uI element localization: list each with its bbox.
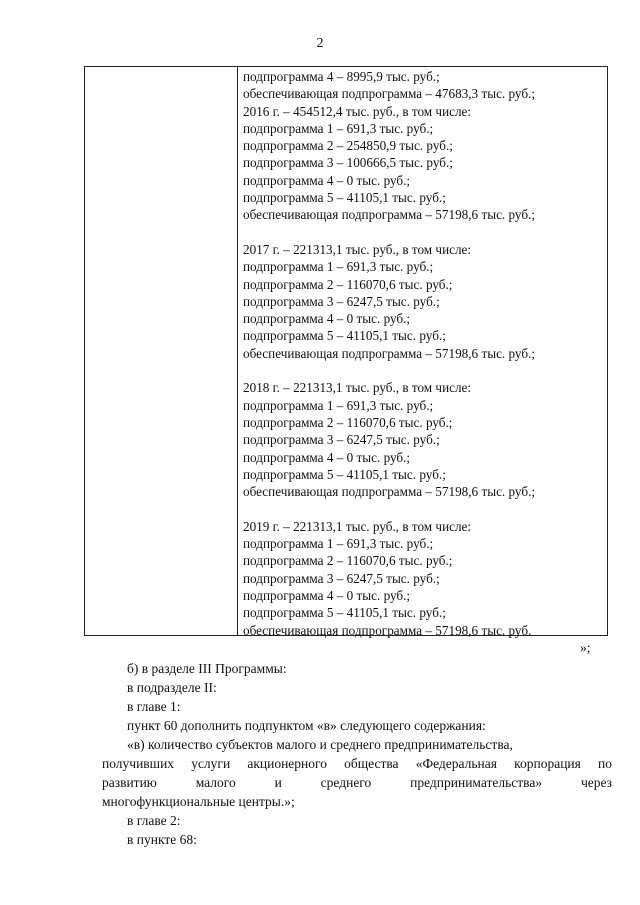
insert-subpoint-line-2: получивших услуги акционерного общества «Федеральная корпорация по: [102, 756, 612, 771]
table-line: подпрограмма 4 – 0 тыс. руб.;: [243, 172, 411, 188]
table-line: подпрограмма 3 – 6247,5 тыс. руб.;: [243, 293, 440, 309]
table-line: подпрограмма 1 – 691,3 тыс. руб.;: [243, 259, 434, 275]
table-line: подпрограмма 2 – 254850,9 тыс. руб.;: [243, 138, 453, 154]
chapter-1-paragraph: в главе 1:: [127, 699, 181, 714]
table-line: подпрограмма 3 – 100666,5 тыс. руб.;: [243, 155, 453, 171]
table-line: 2018 г. – 221313,1 тыс. руб., в том числе:: [243, 380, 472, 396]
point-68-paragraph: в пункте 68:: [127, 832, 197, 847]
table-line: подпрограмма 3 – 6247,5 тыс. руб.;: [243, 432, 440, 448]
table-right-cell: [243, 68, 605, 639]
subsection-paragraph: в подразделе II:: [127, 680, 217, 695]
point-60-paragraph: пункт 60 дополнить подпунктом «в» следующего содержания:: [127, 718, 486, 733]
table-line: подпрограмма 3 – 6247,5 тыс. руб.;: [243, 570, 440, 586]
funding-table: [84, 66, 608, 636]
page-number: 2: [316, 36, 324, 51]
table-blank-line: [243, 224, 605, 241]
table-line: обеспечивающая подпрограмма – 57198,6 тыс. руб.: [243, 622, 532, 638]
table-line: 2016 г. – 454512,4 тыс. руб., в том числе:: [243, 103, 472, 119]
item-b-paragraph: б) в разделе III Программы:: [127, 661, 287, 676]
table-line: обеспечивающая подпрограмма – 57198,6 тыс. руб.;: [243, 345, 536, 361]
table-line: обеспечивающая подпрограмма – 47683,3 тыс. руб.;: [243, 86, 536, 102]
table-line: обеспечивающая подпрограмма – 57198,6 тыс. руб.;: [243, 484, 536, 500]
table-line: подпрограмма 5 – 41105,1 тыс. руб.;: [243, 190, 446, 206]
table-line: подпрограмма 1 – 691,3 тыс. руб.;: [243, 397, 434, 413]
insert-subpoint-line-1: «в) количество субъектов малого и среднего предпринимательства,: [127, 737, 513, 752]
table-line: подпрограмма 1 – 691,3 тыс. руб.;: [243, 120, 434, 136]
table-line: подпрограмма 5 – 41105,1 тыс. руб.;: [243, 605, 446, 621]
insert-subpoint-line-3: развитию малого и среднего предпринимательства» через: [102, 775, 612, 790]
table-line: 2019 г. – 221313,1 тыс. руб., в том числе:: [243, 518, 472, 534]
table-line: подпрограмма 1 – 691,3 тыс. руб.;: [243, 536, 434, 552]
insert-subpoint-line-4: многофункциональные центры.»;: [102, 794, 295, 809]
table-line: 2017 г. – 221313,1 тыс. руб., в том числе:: [243, 241, 472, 257]
amendment-text: [102, 659, 612, 849]
table-line: обеспечивающая подпрограмма – 57198,6 тыс. руб.;: [243, 207, 536, 223]
table-line: подпрограмма 2 – 116070,6 тыс. руб.;: [243, 553, 453, 569]
closing-quote-mark: »;: [580, 640, 591, 655]
table-line: подпрограмма 4 – 8995,9 тыс. руб.;: [243, 69, 440, 84]
table-line: подпрограмма 4 – 0 тыс. руб.;: [243, 311, 411, 327]
table-line: подпрограмма 4 – 0 тыс. руб.;: [243, 587, 411, 603]
table-blank-line: [243, 362, 605, 379]
table-line: подпрограмма 4 – 0 тыс. руб.;: [243, 449, 411, 465]
table-blank-line: [243, 500, 605, 517]
table-line: подпрограмма 2 – 116070,6 тыс. руб.;: [243, 276, 453, 292]
table-line: подпрограмма 5 – 41105,1 тыс. руб.;: [243, 466, 446, 482]
table-line: подпрограмма 2 – 116070,6 тыс. руб.;: [243, 414, 453, 430]
table-left-cell: [85, 67, 238, 635]
table-line: подпрограмма 5 – 41105,1 тыс. руб.;: [243, 328, 446, 344]
chapter-2-paragraph: в главе 2:: [127, 813, 181, 828]
